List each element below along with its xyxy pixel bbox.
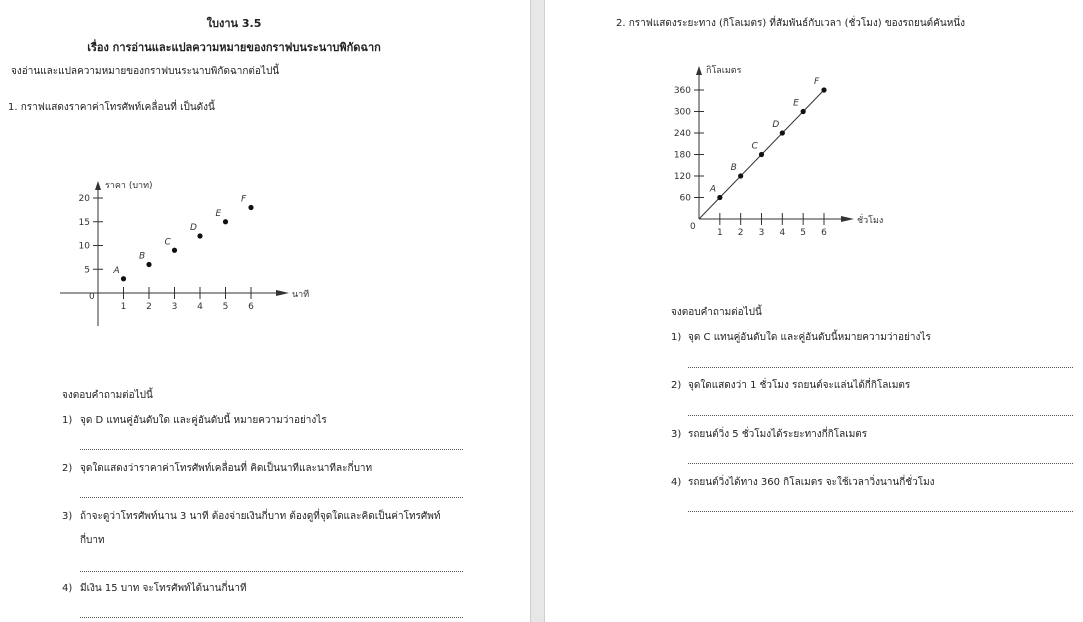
c2-y-arrow: [696, 66, 702, 75]
c1-point-A: [121, 276, 126, 281]
question-right-4-text: รถยนต์วิ่งได้ทาง 360 กิโลเมตร จะใช้เวลาวิ่งนานกี่ชั่วโมง: [688, 477, 935, 488]
c2-point-label-C: C: [751, 141, 758, 152]
c2-point-label-D: D: [772, 120, 780, 130]
worksheet-page-left: [0, 0, 530, 622]
sheet-title: ใบงาน 3.5: [206, 17, 262, 30]
answer-line-right-3[interactable]: [688, 463, 1073, 464]
c2-x-tick-label: 1: [716, 228, 723, 238]
answer-line-right-4[interactable]: [688, 511, 1073, 512]
c2-point-B: [738, 173, 743, 178]
c2-x-tick-label: 2: [737, 228, 744, 238]
c2-x-label: ชั่วโมง: [857, 216, 884, 226]
question-right-2-text: จุดใดแสดงว่า 1 ชั่วโมง รถยนต์จะแล่นได้กี่กิโลเมตร: [688, 380, 911, 391]
c2-origin-label: 0: [690, 222, 696, 232]
c1-x-tick-label: 3: [171, 302, 178, 312]
c1-y-tick-label: 10: [78, 241, 90, 252]
instruction-text: จงอ่านและแปลความหมายของกราฟบนระนาบพิกัดฉากต่อไปนี้: [11, 66, 280, 77]
c2-point-label-F: F: [814, 77, 820, 87]
question-left-4-number: 4): [62, 583, 73, 594]
c1-point-B: [146, 262, 151, 267]
c2-point-label-B: B: [730, 163, 737, 173]
c1-y-tick-label: 20: [78, 194, 90, 204]
c1-point-D: [197, 233, 202, 238]
answer-line-right-1[interactable]: [688, 367, 1073, 368]
c1-point-label-B: B: [139, 251, 146, 262]
question-right-3-number: 3): [671, 429, 682, 440]
c2-y-tick-label: 240: [673, 129, 691, 139]
answer-line-left-2[interactable]: [80, 497, 463, 498]
c2-x-tick-label: 3: [758, 228, 765, 238]
question-right-1-text: จุด C แทนคู่อันดับใด และคู่อันดับนี้หมายความว่าอย่างไร: [688, 332, 931, 343]
question-right-3-text: รถยนต์วิ่ง 5 ชั่วโมงได้ระยะทางกี่กิโลเมตร: [688, 429, 868, 440]
graph2-caption: 2. กราฟแสดงระยะทาง (กิโลเมตร) ที่สัมพันธ์กับเวลา (ชั่วโมง) ของรถยนต์คันหนึ่ง: [616, 18, 965, 29]
c1-y-tick-label: 15: [78, 217, 90, 228]
c2-point-label-A: A: [709, 184, 717, 195]
answer-line-left-4[interactable]: [80, 617, 463, 618]
questions-heading-left: จงตอบคำถามต่อไปนี้: [62, 390, 153, 401]
c1-x-tick-label: 5: [222, 302, 229, 312]
c2-y-tick-label: 300: [673, 107, 691, 118]
question-right-1-number: 1): [671, 332, 682, 343]
answer-line-left-3[interactable]: [80, 571, 463, 572]
c1-point-E: [223, 219, 228, 224]
answer-line-left-1[interactable]: [80, 449, 463, 450]
question-left-1-number: 1): [62, 415, 73, 426]
c1-point-F: [248, 205, 253, 210]
c1-point-label-C: C: [164, 237, 171, 248]
question-right-2-number: 2): [671, 380, 682, 391]
question-left-2-number: 2): [62, 463, 73, 474]
c1-y-tick-label: 5: [84, 265, 90, 276]
c1-point-C: [172, 248, 177, 253]
c1-point-label-F: F: [241, 194, 247, 205]
c1-x-label: นาที: [292, 290, 310, 300]
answer-line-right-2[interactable]: [688, 415, 1073, 416]
distance-time-chart: [545, 55, 905, 245]
c1-x-tick-label: 2: [146, 302, 152, 312]
c1-x-tick-label: 4: [197, 302, 203, 312]
c2-x-arrow: [841, 216, 854, 222]
question-right-4-number: 4): [671, 477, 682, 488]
price-per-minute-chart: [0, 150, 340, 340]
c1-x-tick-label: 1: [120, 302, 127, 312]
c2-point-A: [717, 195, 722, 200]
question-left-1-text: จุด D แทนคู่อันดับใด และคู่อันดับนี้ หมายความว่าอย่างไร: [80, 415, 327, 426]
c1-y-label: ราคา (บาท): [105, 181, 153, 191]
c1-point-label-A: A: [113, 265, 120, 276]
c1-point-label-E: E: [215, 208, 222, 219]
c1-x-arrow: [276, 290, 289, 296]
sheet-subject: เรื่อง การอ่านและแปลความหมายของกราฟบนระนาบพิกัดฉาก: [87, 41, 381, 54]
c2-y-tick-label: 360: [673, 86, 691, 96]
question-left-3-text: ถ้าจะดูว่าโทรศัพท์นาน 3 นาที ต้องจ่ายเงินกี่บาท ต้องดูที่จุดใดและคิดเป็นค่าโทรศัพท์: [80, 511, 441, 522]
c2-x-tick-label: 6: [821, 228, 827, 238]
questions-heading-right: จงตอบคำถามต่อไปนี้: [671, 307, 762, 318]
question-left-3-continuation: กี่บาท: [80, 535, 105, 546]
c2-point-F: [821, 87, 826, 92]
graph1-caption: 1. กราฟแสดงราคาค่าโทรศัพท์เคลื่อนที่ เป็นดังนี้: [8, 102, 215, 113]
c2-y-tick-label: 60: [679, 193, 691, 204]
c1-y-arrow: [95, 181, 101, 190]
question-left-3-number: 3): [62, 511, 73, 522]
c2-point-E: [801, 109, 806, 114]
c1-origin-label: 0: [89, 292, 95, 302]
page-gutter: [530, 0, 545, 622]
c2-point-label-E: E: [793, 98, 799, 109]
c2-point-D: [780, 130, 785, 135]
c2-y-tick-label: 180: [673, 150, 691, 161]
c1-x-tick-label: 6: [248, 302, 254, 312]
c2-x-tick-label: 5: [800, 228, 807, 238]
worksheet-page-right: [545, 0, 1083, 622]
question-left-2-text: จุดใดแสดงว่าราคาค่าโทรศัพท์เคลื่อนที่ คิดเป็นนาทีและนาทีละกี่บาท: [80, 463, 373, 474]
c2-x-tick-label: 4: [779, 228, 786, 238]
question-left-4-text: มีเงิน 15 บาท จะโทรศัพท์ได้นานกี่นาที: [80, 583, 247, 594]
c2-y-tick-label: 120: [673, 172, 691, 182]
c2-y-label: กิโลเมตร: [706, 66, 742, 76]
c2-point-C: [759, 152, 764, 157]
c1-point-label-D: D: [190, 223, 197, 233]
